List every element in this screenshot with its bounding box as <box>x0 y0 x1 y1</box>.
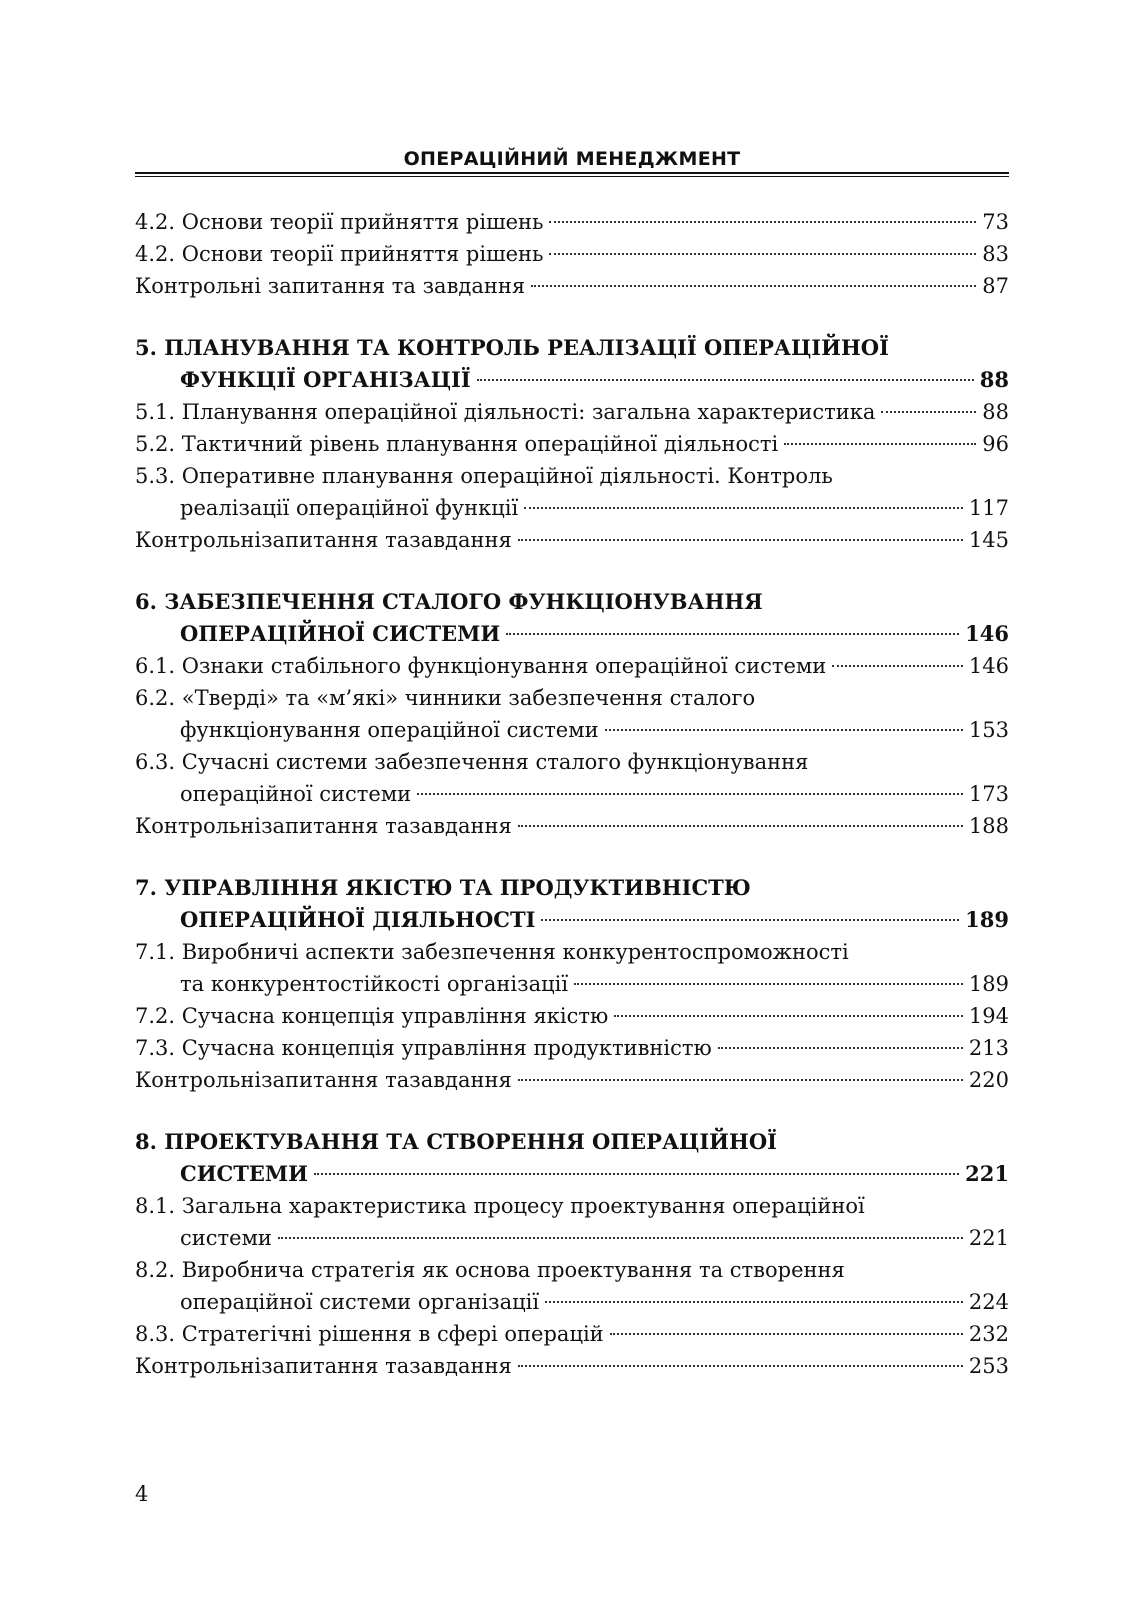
chapter-5-title-line1[interactable]: 5. ПЛАНУВАННЯ ТА КОНТРОЛЬ РЕАЛІЗАЦІЇ ОПЕРАЦІЙНОЇ <box>135 335 889 360</box>
toc-entry-title-line1[interactable]: 8.2. Виробнича стратегія як основа проектування та створення <box>135 1258 845 1282</box>
toc-entry-page: 146 <box>965 621 1009 646</box>
chapter-6-title-line2: ОПЕРАЦІЙНОЇ СИСТЕМИ <box>180 621 501 646</box>
leader-dots <box>784 443 976 445</box>
toc-entry[interactable] <box>135 1222 1009 1254</box>
toc-entry[interactable] <box>135 1000 1009 1032</box>
toc-entry-page: 145 <box>968 528 1009 552</box>
leader-dots <box>574 983 963 985</box>
toc-entry-title: 7.3. Сучасна концепція управління продуктивністю <box>135 1036 712 1060</box>
toc-entry-title-line2: реалізації операційної функції <box>180 496 519 520</box>
leader-dots <box>549 253 976 255</box>
chapter-8-entry[interactable] <box>135 1158 1009 1190</box>
toc-entry-title-line1[interactable]: 6.2. «Тверді» та «м’які» чинники забезпечення сталого <box>135 686 756 710</box>
leader-dots <box>605 729 963 731</box>
toc-entry[interactable] <box>135 270 1009 302</box>
toc-entry-title: 7.2. Сучасна концепція управління якістю <box>135 1004 609 1028</box>
toc-entry-title-line2: функціонування операційної системи <box>180 718 599 742</box>
leader-dots <box>610 1333 963 1335</box>
toc-entry[interactable] <box>135 714 1009 746</box>
leader-dots <box>549 221 976 223</box>
toc-entry-page: 221 <box>968 1226 1009 1250</box>
toc-entry-title: 8.3. Стратегічні рішення в сфері операцій <box>135 1322 604 1346</box>
chapter-8-title-line2: СИСТЕМИ <box>180 1161 308 1186</box>
leader-dots <box>718 1047 963 1049</box>
toc-entry[interactable] <box>135 396 1009 428</box>
toc-entry-title: Контрольнізапитання тазавдання <box>135 528 512 552</box>
toc-entry-title: Контрольні запитання та завдання <box>135 274 526 298</box>
toc-entry-title-line1[interactable]: 6.3. Сучасні системи забезпечення сталого функціонування <box>135 750 809 774</box>
toc-entry-title: 5.1. Планування операційної діяльності: загальна характеристика <box>135 400 876 424</box>
leader-dots <box>545 1301 963 1303</box>
toc-entry[interactable] <box>135 206 1009 238</box>
toc-entry[interactable] <box>135 778 1009 810</box>
chapter-6-title-line1[interactable]: 6. ЗАБЕЗПЕЧЕННЯ СТАЛОГО ФУНКЦІОНУВАННЯ <box>135 589 763 614</box>
leader-dots <box>518 539 963 541</box>
toc-entry-page: 194 <box>968 1004 1009 1028</box>
toc-entry-page: 173 <box>968 782 1009 806</box>
toc-entry-page: 232 <box>968 1322 1009 1346</box>
toc-entry[interactable] <box>135 1350 1009 1382</box>
toc-entry-title-line1[interactable]: 5.3. Оперативне планування операційної діяльності. Контроль <box>135 464 833 488</box>
toc-entry-page: 87 <box>982 274 1009 298</box>
toc-entry[interactable] <box>135 1064 1009 1096</box>
toc-entry-title: Контрольнізапитання тазавдання <box>135 1354 512 1378</box>
chapter-7-title-line2: ОПЕРАЦІЙНОЇ ДІЯЛЬНОСТІ <box>180 907 536 932</box>
leader-dots <box>614 1015 963 1017</box>
toc-entry-page: 189 <box>965 907 1009 932</box>
toc-entry-page: 253 <box>968 1354 1009 1378</box>
leader-dots <box>506 633 959 635</box>
chapter-7-entry[interactable] <box>135 904 1009 936</box>
toc-entry-page: 188 <box>968 814 1009 838</box>
leader-dots <box>518 1079 963 1081</box>
toc-entry-page: 189 <box>968 972 1009 996</box>
toc-entry-title-line2: операційної системи <box>180 782 412 806</box>
toc-entry-page: 213 <box>968 1036 1009 1060</box>
leader-dots <box>278 1237 963 1239</box>
toc-entry-title: 4.2. Основи теорії прийняття рішень <box>135 242 544 266</box>
leader-dots <box>531 285 976 287</box>
toc-entry-page: 224 <box>968 1290 1009 1314</box>
toc-entry-page: 153 <box>968 718 1009 742</box>
running-header: ОПЕРАЦІЙНИЙ МЕНЕДЖМЕНТ <box>403 148 741 170</box>
chapter-7-title-line1[interactable]: 7. УПРАВЛІННЯ ЯКІСТЮ ТА ПРОДУКТИВНІСТЮ <box>135 875 751 900</box>
toc-entry[interactable] <box>135 238 1009 270</box>
toc-entry-page: 88 <box>982 400 1009 424</box>
toc-entry[interactable] <box>135 1032 1009 1064</box>
toc-entry-page: 73 <box>982 210 1009 234</box>
header-rule-top <box>135 172 1009 174</box>
toc-entry[interactable] <box>135 1286 1009 1318</box>
toc-entry-title: Контрольнізапитання тазавдання <box>135 1068 512 1092</box>
leader-dots <box>832 665 963 667</box>
chapter-5-entry[interactable] <box>135 364 1009 396</box>
toc-entry[interactable] <box>135 650 1009 682</box>
leader-dots <box>417 793 963 795</box>
toc-entry-page: 117 <box>968 496 1009 520</box>
toc-entry-page: 146 <box>968 654 1009 678</box>
toc-entry-page: 88 <box>979 367 1009 392</box>
leader-dots <box>524 507 963 509</box>
leader-dots <box>477 379 974 381</box>
toc-entry[interactable] <box>135 1318 1009 1350</box>
toc-entry-title: Контрольнізапитання тазавдання <box>135 814 512 838</box>
toc-entry-title-line2: та конкурентостійкості організації <box>180 972 569 996</box>
toc-entry[interactable] <box>135 524 1009 556</box>
toc-entry-title-line2: операційної системи організації <box>180 1290 540 1314</box>
toc-entry-page: 220 <box>968 1068 1009 1092</box>
toc-entry[interactable] <box>135 810 1009 842</box>
toc-entry[interactable] <box>135 428 1009 460</box>
leader-dots <box>518 1365 963 1367</box>
toc-entry-title: 6.1. Ознаки стабільного функціонування операційної системи <box>135 654 827 678</box>
chapter-8-title-line1[interactable]: 8. ПРОЕКТУВАННЯ ТА СТВОРЕННЯ ОПЕРАЦІЙНОЇ <box>135 1129 777 1154</box>
toc-entry-title-line2: системи <box>180 1226 272 1250</box>
toc-entry[interactable] <box>135 968 1009 1000</box>
toc-entry[interactable] <box>135 492 1009 524</box>
page-number: 4 <box>135 1482 149 1506</box>
table-of-contents <box>135 206 1009 1382</box>
leader-dots <box>314 1173 959 1175</box>
header-rule-bottom <box>135 176 1009 177</box>
leader-dots <box>881 411 976 413</box>
toc-entry-page: 96 <box>982 432 1009 456</box>
toc-entry-title-line1[interactable]: 8.1. Загальна характеристика процесу проектування операційної <box>135 1194 865 1218</box>
leader-dots <box>541 919 959 921</box>
chapter-5-title-line2: ФУНКЦІЇ ОРГАНІЗАЦІЇ <box>180 367 471 392</box>
toc-entry-title: 4.2. Основи теорії прийняття рішень <box>135 210 544 234</box>
toc-entry-page: 221 <box>965 1161 1009 1186</box>
chapter-6-entry[interactable] <box>135 618 1009 650</box>
leader-dots <box>518 825 963 827</box>
toc-entry-page: 83 <box>982 242 1009 266</box>
toc-entry-title-line1[interactable]: 7.1. Виробничі аспекти забезпечення конкурентоспроможності <box>135 940 849 964</box>
toc-entry-title: 5.2. Тактичний рівень планування операційної діяльності <box>135 432 779 456</box>
